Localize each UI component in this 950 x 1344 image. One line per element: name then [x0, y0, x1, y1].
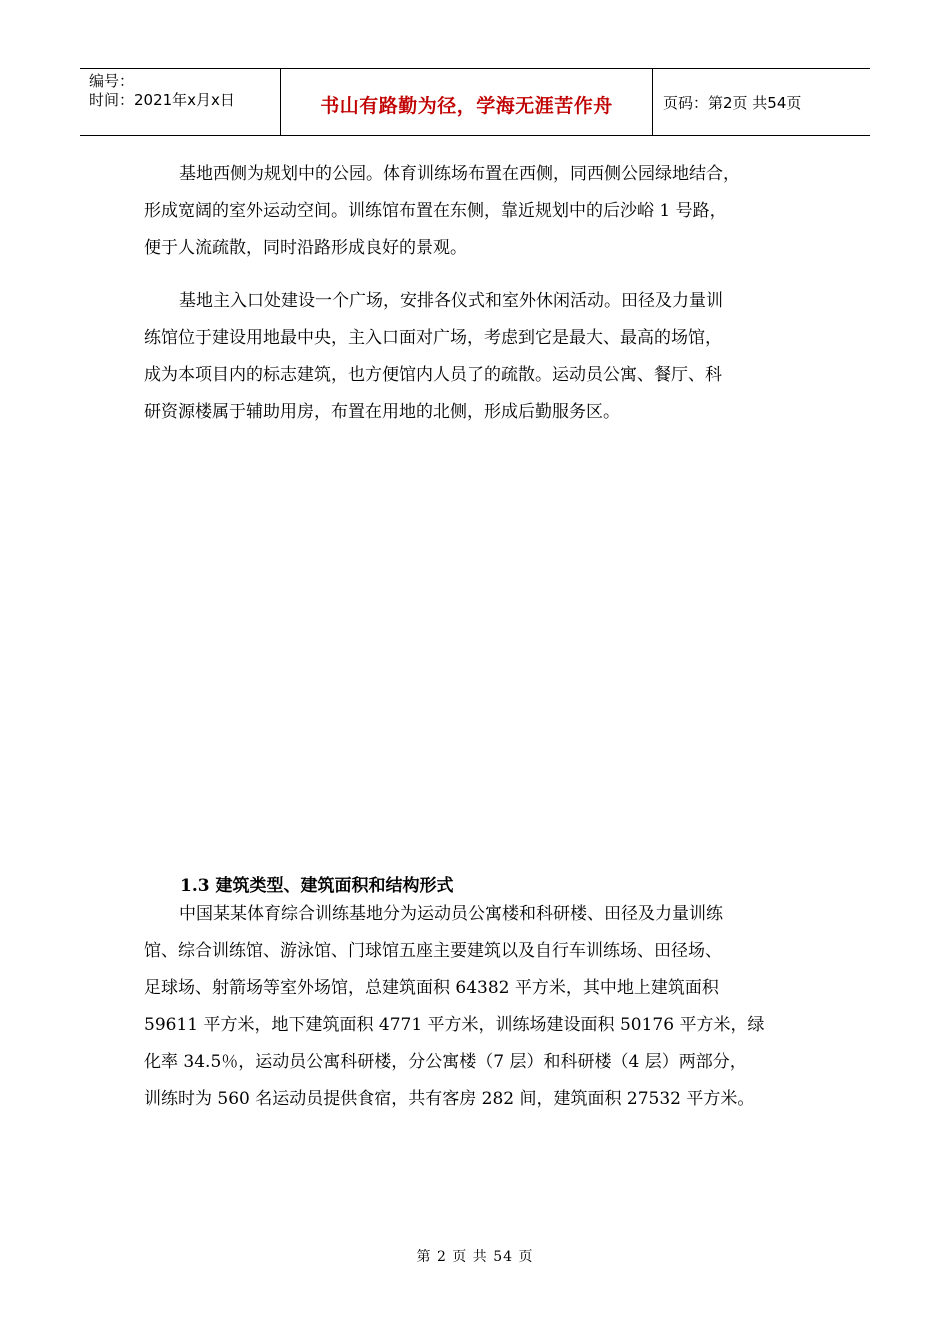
paragraph-line: 馆、综合训练馆、游泳馆、门球馆五座主要建筑以及自行车训练场、田径场、 — [144, 941, 722, 961]
paragraph-line: 足球场、射箭场等室外场馆，总建筑面积 64382 平方米，其中地上建筑面积 — [144, 978, 719, 998]
header-motto: 书山有路勤为径，学海无涯苦作舟 — [320, 94, 613, 117]
paragraph-line: 中国某某体育综合训练基地分为运动员公寓楼和科研楼、田径及力量训练 — [179, 904, 723, 924]
document-time-label: 时间：2021年x月x日 — [89, 91, 235, 109]
header-meta-cell — [80, 69, 281, 135]
paragraph-line: 59611 平方米，地下建筑面积 4771 平方米，训练场建设面积 50176 平方米，绿 — [144, 1015, 765, 1035]
paragraph-site-layout — [144, 156, 824, 267]
paragraph-line: 训练时为 560 名运动员提供食宿，共有客房 282 间，建筑面积 27532 平方米。 — [144, 1089, 755, 1109]
header-page-cell — [653, 69, 870, 135]
paragraph-line: 基地西侧为规划中的公园。体育训练场布置在西侧，同西侧公园绿地结合， — [179, 164, 740, 184]
paragraph-line: 形成宽阔的室外运动空间。训练馆布置在东侧，靠近规划中的后沙峪 1 号路， — [144, 201, 727, 221]
header-motto-cell — [281, 69, 653, 135]
paragraph-line: 便于人流疏散，同时沿路形成良好的景观。 — [144, 238, 467, 258]
page-header — [80, 68, 870, 136]
paragraph-building-area — [144, 896, 824, 1118]
paragraph-line: 化率 34.5％，运动员公寓科研楼，分公寓楼（7 层）和科研楼（4 层）两部分， — [144, 1052, 747, 1072]
header-page-info: 页码：第2页 共54页 — [663, 93, 802, 112]
page-footer: 第 2 页 共 54 页 — [416, 1249, 534, 1265]
section-heading: 1.3 建筑类型、建筑面积和结构形式 — [180, 876, 454, 896]
paragraph-line: 研资源楼属于辅助用房，布置在用地的北侧，形成后勤服务区。 — [144, 402, 620, 422]
paragraph-main-entrance — [144, 283, 824, 431]
paragraph-line: 练馆位于建设用地最中央，主入口面对广场，考虑到它是最大、最高的场馆， — [144, 328, 722, 348]
document-number-label: 编号： — [89, 72, 135, 90]
paragraph-line: 成为本项目内的标志建筑，也方便馆内人员了的疏散。运动员公寓、餐厅、科 — [144, 365, 722, 385]
paragraph-line: 基地主入口处建设一个广场，安排各仪式和室外休闲活动。田径及力量训 — [179, 291, 723, 311]
